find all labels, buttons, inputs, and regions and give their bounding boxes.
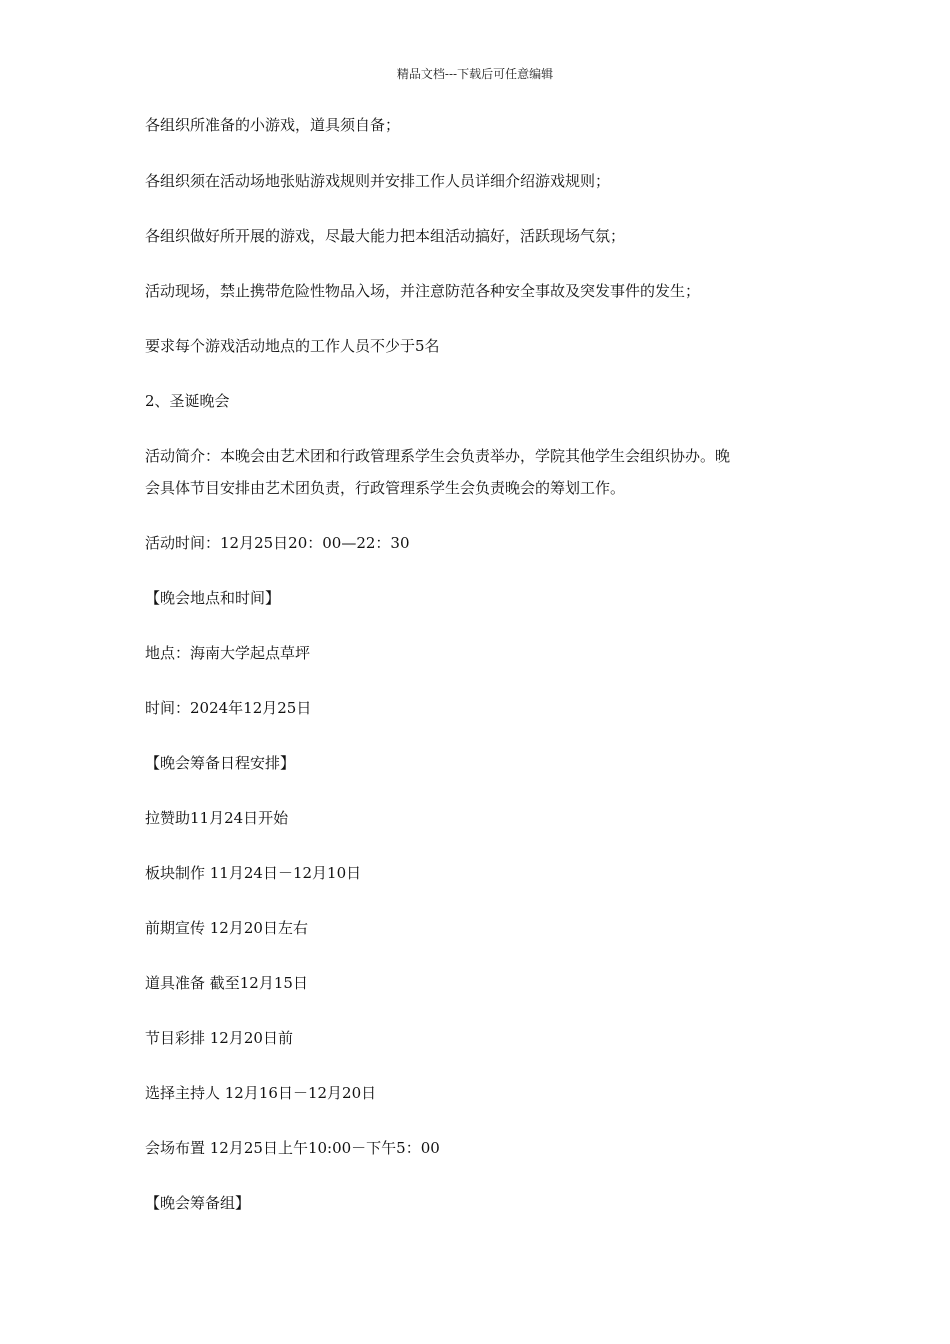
page-header: 精品文档---下载后可任意编辑 <box>396 67 554 81</box>
schedule-item-props: 道具准备 截至12月15日 <box>145 974 308 992</box>
paragraph-venue: 地点：海南大学起点草坪 <box>145 644 311 662</box>
subheading-prep-group: 【晚会筹备组】 <box>145 1194 251 1212</box>
subheading-venue-time: 【晚会地点和时间】 <box>145 589 281 607</box>
paragraph-event-time: 活动时间：12月25日20：00—22：30 <box>145 534 410 552</box>
paragraph-staff-count: 要求每个游戏活动地点的工作人员不少于5名 <box>145 337 440 355</box>
schedule-item-rehearsal: 节目彩排 12月20日前 <box>145 1029 293 1047</box>
schedule-item-publicity: 前期宣传 12月20日左右 <box>145 919 308 937</box>
schedule-item-hosts: 选择主持人 12月16日－12月20日 <box>145 1084 377 1102</box>
schedule-item-venue-setup: 会场布置 12月25日上午10:00－下午5：00 <box>145 1139 440 1157</box>
subheading-schedule: 【晚会筹备日程安排】 <box>145 754 296 772</box>
paragraph-intro-line2: 会具体节目安排由艺术团负责，行政管理系学生会负责晚会的筹划工作。 <box>145 479 626 497</box>
paragraph-intro-line1: 活动简介：本晚会由艺术团和行政管理系学生会负责举办，学院其他学生会组织协办。晚 <box>145 447 731 465</box>
paragraph-game-effort: 各组织做好所开展的游戏，尽最大能力把本组活动搞好，活跃现场气氛； <box>145 227 626 245</box>
paragraph-date: 时间：2024年12月25日 <box>145 699 312 717</box>
schedule-item-sponsorship: 拉赞助11月24日开始 <box>145 809 289 827</box>
paragraph-game-rules: 各组织须在活动场地张贴游戏规则并安排工作人员详细介绍游戏规则； <box>145 172 611 190</box>
section-heading-christmas-party: 2、圣诞晚会 <box>145 392 230 410</box>
schedule-item-boards: 板块制作 11月24日－12月10日 <box>145 864 362 882</box>
paragraph-game-props: 各组织所准备的小游戏，道具须自备； <box>145 116 401 134</box>
paragraph-safety: 活动现场，禁止携带危险性物品入场，并注意防范各种安全事故及突发事件的发生； <box>145 282 701 300</box>
